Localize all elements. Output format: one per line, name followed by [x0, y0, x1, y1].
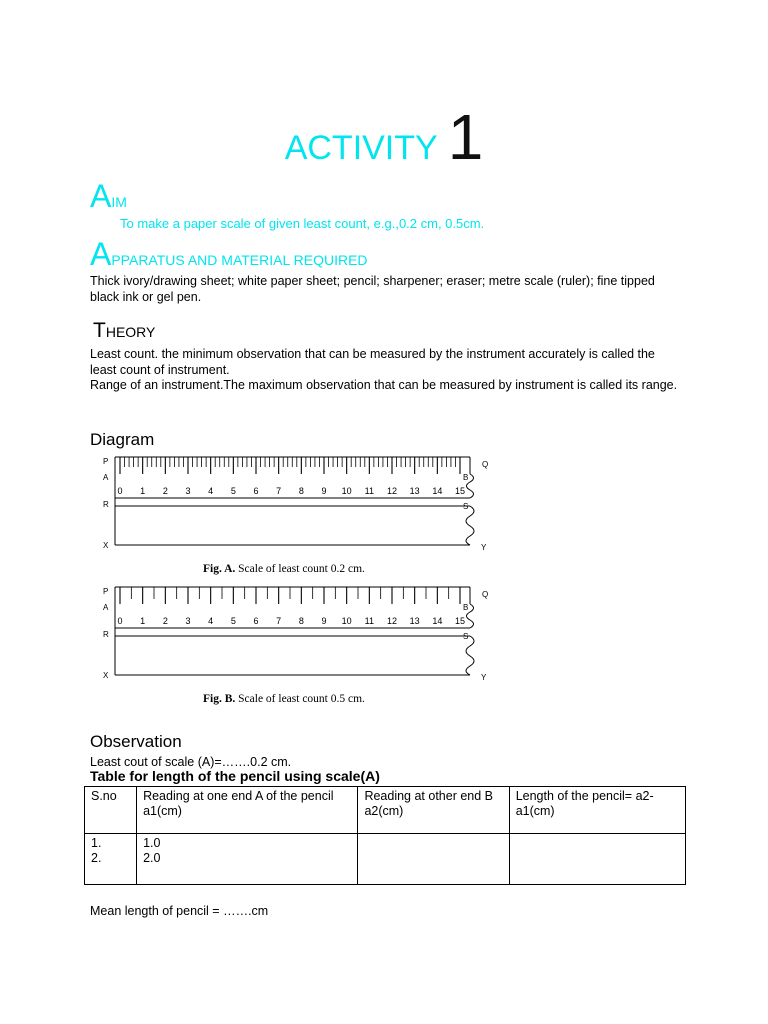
ruler-number: 11: [364, 486, 375, 496]
ruler-number: 6: [253, 616, 259, 626]
ruler-number: 7: [276, 486, 282, 496]
ruler-number: 11: [364, 616, 375, 626]
cell-length: [509, 834, 685, 885]
theory-heading-cap: T: [93, 319, 106, 342]
theory-least-count: Least count. the minimum observation that can be measured by the instrument accurately is called the least count of instrument.: [90, 347, 655, 377]
aim-heading: [90, 180, 127, 212]
ruler-number: 6: [253, 486, 259, 496]
figure-a-caption: [203, 563, 365, 575]
header-sno: S.no: [85, 787, 137, 834]
ruler-number: 7: [276, 616, 282, 626]
ruler-numbers: [117, 486, 465, 496]
ruler-number: 0: [117, 486, 123, 496]
label-s: S: [463, 632, 469, 641]
theory-range: Range of an instrument.The maximum observation that can be measured by instrument is called its range.: [90, 378, 678, 392]
label-r: R: [103, 500, 109, 509]
activity-number: 1: [447, 101, 484, 173]
ruler-number: 2: [162, 486, 168, 496]
apparatus-text: Thick ivory/drawing sheet; white paper sheet; pencil; sharpener; eraser; metre scale (ruler); fine tipped black ink or gel pen.: [90, 274, 655, 304]
cell-sno: [85, 834, 137, 885]
header-length: Length of the pencil= a2-a1(cm): [509, 787, 685, 834]
activity-word: ACTIVITY: [284, 129, 438, 167]
table-title: Table for length of the pencil using scale(A): [90, 768, 380, 784]
ruler-number: 4: [208, 486, 214, 496]
ruler-number: 8: [298, 486, 304, 496]
ruler-ticks: [120, 587, 460, 604]
ruler-number: 12: [386, 616, 398, 626]
ruler-numbers: [117, 616, 465, 626]
apparatus-heading-rest: PPARATUS AND MATERIAL REQUIRED: [111, 252, 368, 268]
label-b: B: [463, 473, 469, 482]
aim-heading-rest: IM: [111, 194, 127, 210]
ruler-number: 13: [409, 616, 420, 626]
label-r: R: [103, 630, 109, 639]
ruler-number: 12: [386, 486, 398, 496]
ruler-body: [115, 587, 474, 675]
table-header-row: [85, 787, 686, 834]
mean-length-line: Mean length of pencil = …….cm: [90, 904, 269, 918]
label-a: A: [103, 603, 109, 612]
ruler-figure-b: [95, 582, 515, 692]
label-s: S: [463, 502, 469, 511]
label-y: Y: [481, 673, 487, 682]
ruler-ticks: [120, 457, 460, 474]
ruler-number: 13: [409, 486, 420, 496]
apparatus-heading: [90, 238, 368, 270]
figure-b-caption: [203, 693, 365, 705]
aim-text: To make a paper scale of given least count, e.g.,0.2 cm, 0.5cm.: [120, 216, 485, 231]
ruler-number: 10: [341, 616, 352, 626]
observation-heading: Observation: [90, 732, 182, 751]
ruler-number: 1: [140, 616, 146, 626]
a1-1: 1.0: [143, 836, 161, 850]
label-x: X: [103, 671, 109, 680]
cell-a2: [358, 834, 509, 885]
ruler-figure-a: [95, 452, 515, 562]
figure-a-text: Scale of least count 0.2 cm.: [235, 563, 365, 575]
ruler-number: 3: [185, 616, 191, 626]
theory-heading: [93, 319, 155, 343]
diagram-heading: Diagram: [90, 430, 155, 449]
figure-b-label: Fig. B.: [203, 693, 236, 705]
cell-a1: [137, 834, 358, 885]
label-p: P: [103, 457, 109, 466]
ruler-number: 9: [321, 616, 327, 626]
ruler-number: 8: [298, 616, 304, 626]
sno-1: 1.: [91, 836, 102, 850]
sno-2: 2.: [91, 851, 102, 865]
ruler-number: 14: [432, 486, 443, 496]
figure-a-label: Fig. A.: [203, 563, 236, 575]
ruler-number: 1: [140, 486, 146, 496]
label-a: A: [103, 473, 109, 482]
theory-heading-rest: HEORY: [105, 324, 156, 340]
aim-heading-cap: A: [90, 178, 112, 214]
label-p: P: [103, 587, 109, 596]
observation-table: [84, 786, 686, 885]
figure-b-text: Scale of least count 0.5 cm.: [235, 693, 365, 705]
ruler-number: 14: [432, 616, 443, 626]
table-row: [85, 834, 686, 885]
ruler-body: [115, 457, 474, 545]
label-y: Y: [481, 543, 487, 552]
activity-title: [0, 100, 768, 174]
least-count-line: Least cout of scale (A)=…….0.2 cm.: [90, 755, 292, 769]
ruler-number: 15: [454, 616, 466, 626]
ruler-number: 3: [185, 486, 191, 496]
ruler-number: 5: [230, 486, 236, 496]
ruler-number: 9: [321, 486, 327, 496]
ruler-number: 10: [341, 486, 352, 496]
header-reading-b: Reading at other end B a2(cm): [358, 787, 509, 834]
ruler-number: 5: [230, 616, 236, 626]
label-x: X: [103, 541, 109, 550]
apparatus-heading-cap: A: [90, 236, 112, 272]
header-reading-a: Reading at one end A of the pencil a1(cm): [137, 787, 358, 834]
label-q: Q: [482, 590, 489, 599]
ruler-number: 0: [117, 616, 123, 626]
label-q: Q: [482, 460, 489, 469]
ruler-number: 15: [454, 486, 466, 496]
a1-2: 2.0: [143, 851, 161, 865]
ruler-number: 2: [162, 616, 168, 626]
ruler-number: 4: [208, 616, 214, 626]
label-b: B: [463, 603, 469, 612]
